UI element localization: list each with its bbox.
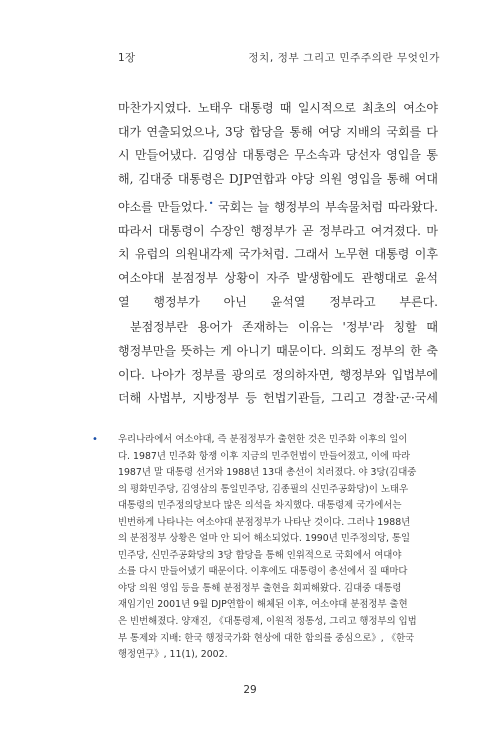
- text-line: 마찬가지였다. 노태우 대통령 때 일시적으로 최초의 여소야: [118, 101, 438, 115]
- paragraph-2: [118, 316, 438, 411]
- footnote-marker: •: [92, 434, 98, 445]
- footnote-line: 행정연구》, 11(1), 2002.: [118, 649, 228, 661]
- text-line: 해, 김대중 대통령은 DJP연합과 야당 의원 영입을 통해 여대: [118, 172, 438, 187]
- footnote-reference[interactable]: •: [208, 198, 214, 208]
- chapter-title: 정치, 정부 그리고 민주주의란 무엇인가: [248, 52, 440, 64]
- text-line: 여소야대 분점정부 상황이 자주 발생함에도 관행대로 윤석: [118, 270, 438, 285]
- page-number: 29: [243, 684, 257, 696]
- text-line: 더해 사법부, 지방정부 등 헌법기관들, 그리고 경찰·군·국세: [118, 391, 438, 406]
- text-segment: 국회는 늘 행정부의 부속물처럼 따라왔다.: [213, 199, 438, 214]
- text-line: 열 행정부가 아닌 윤석열 정부라고 부른다.: [118, 294, 438, 309]
- footnote-line: 대통령의 민주정의당보다 많은 의석을 차지했다. 대통령제 국가에서는: [118, 500, 402, 512]
- text-line: 이다. 나아가 정부를 광의로 정의하자면, 행정부와 입법부에: [118, 367, 438, 382]
- footnote-line: 다. 1987년 민주화 항쟁 이후 지금의 민주헌법이 만들어졌고, 이에 따라: [118, 450, 411, 462]
- footnote-line: 소를 다시 만들어냈기 때문이다. 이후에도 대통령이 총선에서 질 때마다: [118, 566, 408, 578]
- footnote: [92, 432, 440, 664]
- text-line: 치 유럽의 의원내각제 국가처럼. 그래서 노무현 대통령 이후: [118, 247, 438, 262]
- footnote-line: 1987년 말 대통령 선거와 1988년 13대 총선이 치러졌다. 야 3당(김대중: [118, 467, 417, 479]
- text-line: 분점정부란 용어가 존재하는 이유는 '정부'라 칭할 때: [130, 320, 438, 335]
- footnote-line: 야당 의원 영입 등을 통해 분점정부 출현을 회피해왔다. 김대중 대통령: [118, 582, 402, 594]
- footnote-line: 은 빈번해졌다. 양재진, 《대통령제, 이원적 정통성, 그리고 행정부의 입법: [118, 616, 417, 628]
- text-line: 대가 연출되었으나, 3당 합당을 통해 여당 지배의 국회를 다: [118, 124, 438, 139]
- footnote-line: 우리나라에서 여소야대, 즉 분점정부가 출현한 것은 민주화 이후의 일이: [118, 434, 408, 445]
- footnote-line: 빈번하게 나타나는 여소야대 분점정부가 나타난 것이다. 그러나 1988년: [118, 516, 411, 528]
- text-line: 시 만들어냈다. 김영삼 대통령은 무소속과 당선자 영입을 통: [118, 148, 438, 163]
- footnote-line: 민주당, 신민주공화당의 3당 합당을 통해 인위적으로 국회에서 여대야: [118, 549, 402, 561]
- body-text: [118, 97, 438, 411]
- footnote-line: 의 분점정부 상황은 얼마 안 되어 해소되었다. 1990년 민주정의당, 통일: [118, 533, 411, 545]
- paragraph-1: [118, 97, 438, 314]
- footnote-line: 재임기인 2001년 9월 DJP연합이 해체된 이후, 여소야대 분점정부 출현: [118, 599, 408, 611]
- text-segment: 야소를 만들었다.: [118, 199, 208, 214]
- text-line: 따라서 대통령이 수장인 행정부가 곧 정부라고 여겨졌다. 마: [118, 223, 438, 238]
- footnote-line: 의 평화민주당, 김영삼의 통일민주당, 김종필의 신민주공화당)이 노태우: [118, 483, 409, 495]
- chapter-label: 1장: [118, 52, 136, 64]
- text-line: 행정부만을 뜻하는 게 아니기 때문이다. 의회도 정부의 한 축: [118, 344, 438, 359]
- text-line: [118, 192, 438, 220]
- running-header: [118, 50, 440, 65]
- footnote-line: 부 통제와 지배: 한국 행정국가화 현상에 대한 함의를 중심으로》, 《한국: [118, 632, 415, 644]
